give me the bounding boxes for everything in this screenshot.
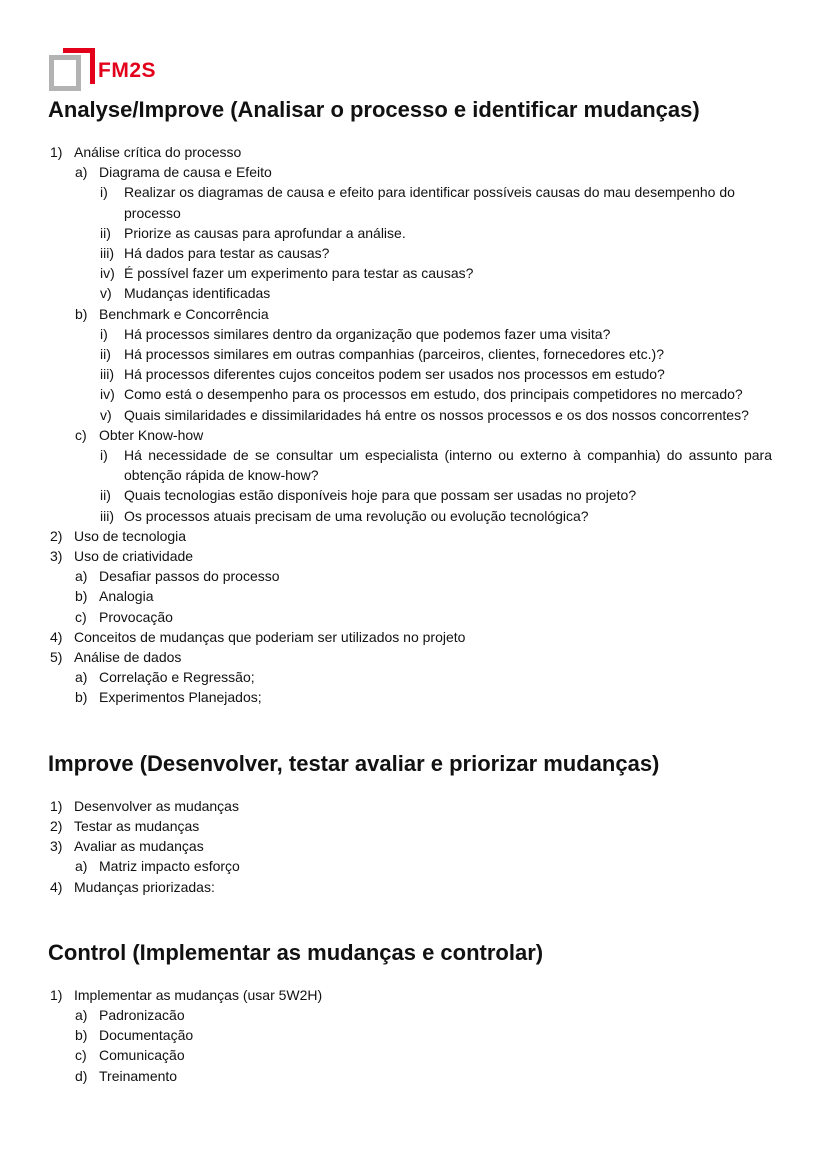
list-item-level-2: [48, 667, 772, 687]
list-item-level-2: [48, 425, 772, 526]
list-item-level-2: [48, 1025, 772, 1045]
list-item-text: Uso de criatividade: [74, 548, 194, 565]
list-item-text: Correlação e Regressão;: [99, 669, 255, 686]
list-item-level-1: [48, 796, 772, 816]
list-item-text: Experimentos Planejados;: [99, 689, 262, 706]
list-item-text: Uso de tecnologia: [74, 527, 187, 544]
section-heading: Analyse/Improve (Analisar o processo e identificar mudanças): [48, 97, 700, 122]
list-marker: 1): [50, 797, 63, 814]
list-item-level-2: [48, 856, 772, 876]
list-marker: c): [75, 426, 87, 443]
list-marker: 3): [50, 838, 63, 855]
list-item-level-3: [48, 445, 772, 485]
list-item-level-3: [48, 182, 772, 222]
list-marker: i): [100, 447, 108, 464]
list-item-level-1: [48, 836, 772, 876]
list-item-level-3: [48, 324, 772, 344]
list-item-text: Há necessidade de se consultar um especialista (interno ou externo à companhia) do assunto para obtenção rápida de know-how?: [124, 447, 772, 484]
list-item-text: Matriz impacto esforço: [99, 858, 240, 875]
list-marker: 3): [50, 548, 63, 565]
list-marker: iii): [100, 366, 114, 383]
list-marker: a): [75, 1006, 88, 1023]
list-item-text: Os processos atuais precisam de uma revolução ou evolução tecnológica?: [124, 507, 589, 524]
list-item-text: Diagrama de causa e Efeito: [99, 164, 272, 181]
list-marker: i): [100, 184, 108, 201]
list-item-text: Padronizacão: [99, 1006, 185, 1023]
list-item-level-3: [48, 344, 772, 364]
list-item-level-2: [48, 1005, 772, 1025]
list-item-text: Análise crítica do processo: [74, 144, 242, 160]
list-item-text: Avaliar as mudanças: [74, 838, 204, 855]
list-item-level-1: [48, 985, 772, 1086]
list-item-text: Documentação: [99, 1027, 194, 1044]
list-marker: 1): [50, 144, 63, 160]
list-marker: 5): [50, 649, 63, 666]
list-marker: iv): [100, 386, 115, 403]
list-marker: iii): [100, 245, 114, 262]
list-item-level-3: [48, 405, 772, 425]
list-item-level-1: [48, 816, 772, 836]
list-item-level-1: [48, 647, 772, 708]
list-item-text: Testar as mudanças: [74, 817, 200, 834]
list-item-level-3: [48, 506, 772, 526]
list-marker: b): [75, 689, 88, 706]
list-item-text: Análise de dados: [74, 649, 182, 666]
list-item-text: Há processos diferentes cujos conceitos podem ser usados nos processos em estudo?: [124, 366, 665, 383]
list-item-level-2: [48, 162, 772, 303]
list-item-text: Benchmark e Concorrência: [99, 305, 269, 322]
list-marker: ii): [100, 346, 111, 363]
list-item-text: Comunicação: [99, 1047, 185, 1064]
document-body: [48, 94, 772, 1086]
list-item-text: Obter Know-how: [99, 426, 204, 443]
list-item-text: É possível fazer um experimento para testar as causas?: [124, 265, 474, 282]
list-marker: c): [75, 608, 87, 625]
list-marker: b): [75, 305, 88, 322]
list-item-level-1: [48, 877, 772, 897]
list-marker: v): [100, 285, 112, 302]
list-item-level-2: [48, 1045, 772, 1065]
list-item-level-1: [48, 627, 772, 647]
logo-brand-text: FM2S: [98, 59, 157, 82]
list-item-level-3: [48, 485, 772, 505]
list-marker: c): [75, 1047, 87, 1064]
list-marker: 4): [50, 628, 63, 645]
list-marker: d): [75, 1067, 88, 1084]
section-list: [48, 985, 772, 1086]
list-marker: a): [75, 164, 88, 181]
list-item-text: Há processos similares dentro da organização que podemos fazer uma visita?: [124, 325, 611, 342]
list-item-level-3: [48, 283, 772, 303]
list-item-level-1: [48, 526, 772, 546]
list-marker: a): [75, 669, 88, 686]
list-item-text: Há dados para testar as causas?: [124, 245, 330, 262]
list-marker: v): [100, 406, 112, 423]
list-marker: b): [75, 588, 88, 605]
list-item-level-2: [48, 304, 772, 425]
list-item-level-3: [48, 364, 772, 384]
list-marker: iv): [100, 265, 115, 282]
list-item-text: Desafiar passos do processo: [99, 568, 280, 585]
list-item-text: Mudanças priorizadas:: [74, 878, 215, 895]
list-marker: b): [75, 1027, 88, 1044]
section-list: [48, 796, 772, 897]
logo-red-square: [63, 48, 95, 84]
list-item-text: Há processos similares em outras companhias (parceiros, clientes, fornecedores etc.)?: [124, 346, 665, 363]
list-item-text: Realizar os diagramas de causa e efeito para identificar possíveis causas do mau desempenho do processo: [124, 184, 735, 221]
list-item-text: Implementar as mudanças (usar 5W2H): [74, 986, 323, 1003]
list-item-text: Analogia: [99, 588, 154, 605]
list-item-text: Como está o desempenho para os processos em estudo, dos principais competidores no mercado?: [124, 386, 743, 403]
list-marker: 1): [50, 986, 63, 1003]
list-item-text: Desenvolver as mudanças: [74, 797, 239, 814]
list-item-level-2: [48, 566, 772, 586]
list-marker: i): [100, 325, 108, 342]
list-item-level-1: [48, 142, 772, 526]
section-heading: Control (Implementar as mudanças e controlar): [48, 939, 544, 965]
list-marker: 4): [50, 878, 63, 895]
list-item-text: Treinamento: [99, 1067, 178, 1084]
list-item-text: Quais similaridades e dissimilaridades há entre os nossos processos e os dos nossos concorrentes?: [124, 406, 749, 423]
list-item-text: Mudanças identificadas: [124, 285, 271, 302]
list-item-text: Conceitos de mudanças que poderiam ser utilizados no projeto: [74, 628, 466, 645]
list-item-text: Quais tecnologias estão disponíveis hoje para que possam ser usadas no projeto?: [124, 487, 637, 504]
section-list: [48, 142, 772, 708]
list-item-level-3: [48, 243, 772, 263]
list-marker: iii): [100, 507, 114, 524]
list-marker: ii): [100, 224, 111, 241]
list-marker: a): [75, 568, 88, 585]
list-item-level-3: [48, 384, 772, 404]
list-item-text: Provocação: [99, 608, 173, 625]
list-item-level-3: [48, 223, 772, 243]
list-marker: 2): [50, 817, 63, 834]
list-marker: ii): [100, 487, 111, 504]
fm2s-logo: [48, 47, 178, 95]
list-item-level-2: [48, 586, 772, 606]
list-item-level-1: [48, 546, 772, 627]
list-marker: a): [75, 858, 88, 875]
list-item-text: Priorize as causas para aprofundar a análise.: [124, 224, 406, 241]
list-marker: 2): [50, 527, 63, 544]
list-item-level-2: [48, 1066, 772, 1086]
list-item-level-2: [48, 687, 772, 707]
list-item-level-3: [48, 263, 772, 283]
list-item-level-2: [48, 607, 772, 627]
section-heading: Improve (Desenvolver, testar avaliar e priorizar mudanças): [48, 750, 660, 776]
